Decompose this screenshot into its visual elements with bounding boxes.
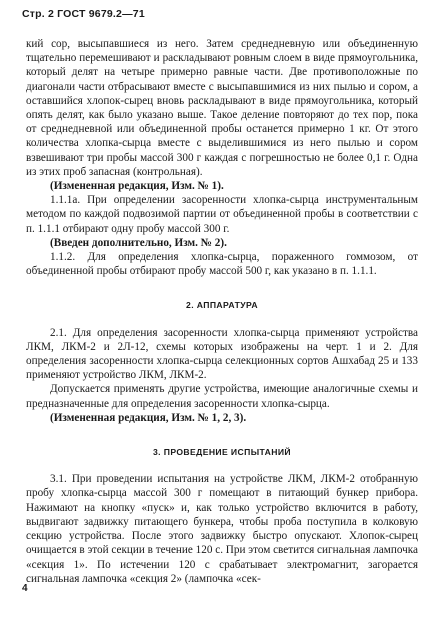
amendment-note-1: (Измененная редакция, Изм. № 1). — [50, 180, 224, 193]
amendment-note-3: (Измененная редакция, Изм. № 1, 2, 3). — [50, 411, 247, 424]
paragraph-1-1-1a: 1.1.1а. При определении засоренности хлопка-сырца инструментальным методом по каждой подвозимой партии от объединенной пробы в соответствии с п. 1.1.1 отбирают одну пробу массой 300 г. — [26, 194, 418, 235]
paragraph-allowance: Допускается применять другие устройства, имеющие аналогичные схемы и предназначенные для определения засоренности хлопка-сырца. — [26, 383, 418, 410]
section-title-testing: 3. ПРОВЕДЕНИЕ ИСПЫТАНИЙ — [153, 447, 291, 458]
section-title-apparatus: 2. АППАРАТУРА — [186, 300, 258, 311]
page-number: 4 — [22, 583, 28, 594]
document-body — [26, 37, 418, 586]
paragraph-2-1: 2.1. Для определения засоренности хлопка-сырца применяют устройства ЛКМ, ЛКМ-2 и 2Л-12, схемы которых изображены на черт. 1 и 2. Для определения засоренности хлопка-сырца селекционных сортов Ашхабад 25 и 133 применяют устройство ЛКМ, ЛКМ-2. — [26, 326, 418, 382]
paragraph-3-1: 3.1. При проведении испытания на устройстве ЛКМ, ЛКМ-2 отобранную пробу хлопка-сырца массой 300 г помещают в питающий бункер прибора. Нажимают на кнопку «пуск» и, как только устройство включится в работу, выдвигают задвижку питающего бункера, чтобы проба поступила в колковую секцию устройства. После этого задвижку быстро опускают. Хлопок-сырец очищается в этой секции в течение 120 с. При этом светится сигнальная лампочка «секция 1». По истечении 120 с срабатывает электромагнит, загорается сигнальная лампочка «секция 2» (лампочка «сек- — [26, 473, 418, 585]
page-header: Стр. 2 ГОСТ 9679.2—71 — [22, 8, 145, 20]
paragraph-1-1-2: 1.1.2. Для определения хлопка-сырца, пораженного гоммозом, от объединенной пробы отбирают пробу массой 500 г, как указано в п. 1.1.1. — [26, 251, 418, 278]
amendment-note-2: (Введен дополнительно, Изм. № 2). — [50, 236, 227, 249]
paragraph-continuation: кий сор, высыпавшиеся из него. Затем среднедневную или объединенную тщательно перемешивают и раскладывают ровным слоем в виде прямоугольника, который делят на четыре примерно равные части. Две противоположные по диагонали части отбрасывают вместе с высыпавшимися из них пылью и сором, а оставшийся хлопок-сырец вновь раскладывают в виде прямоугольника, который опять делят, как было указано выше. Такое деление повторяют до тех пор, пока от среднедневной или объединенной пробы останется примерно 1 кг. От этого количества хлопка-сырца вместе с выделившимися из него пылью и сором взвешивают три пробы массой 300 г каждая с погрешностью не более 0,1 г. Одна из этих проб запасная (контрольная). — [26, 38, 418, 178]
